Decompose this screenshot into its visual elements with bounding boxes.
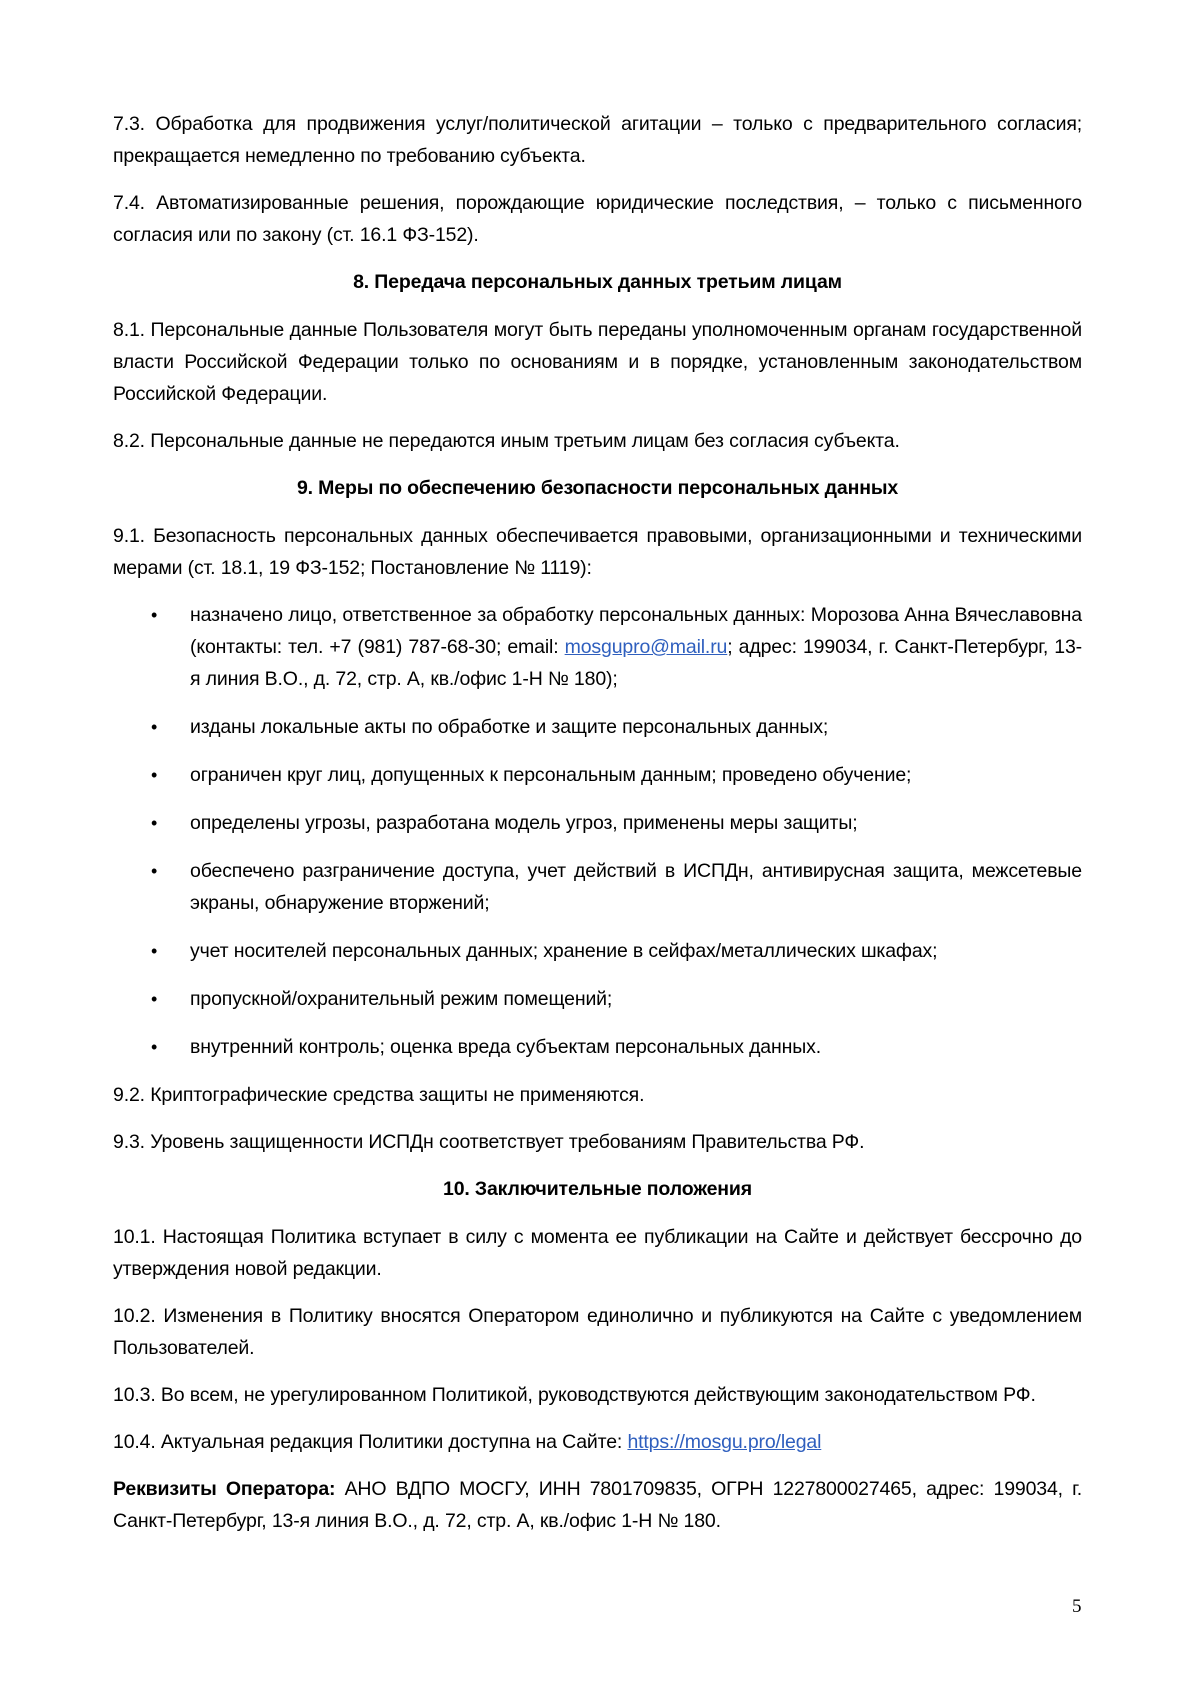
operator-requisites — [113, 1473, 1082, 1537]
paragraph-8-1: 8.1. Персональные данные Пользователя могут быть переданы уполномоченным органам государственной власти Российской Федерации только по основаниям и в порядке, установленным законодательством Российской Федерации. — [113, 319, 1082, 405]
list-item-text: внутренний контроль; оценка вреда субъектам персональных данных. — [190, 1036, 821, 1058]
section-8-heading: 8. Передача персональных данных третьим лицам — [353, 271, 842, 293]
list-item-text: определены угрозы, разработана модель угроз, применены меры защиты; — [190, 812, 858, 834]
list-item — [113, 807, 1082, 839]
list-item — [113, 983, 1082, 1015]
list-item — [113, 1031, 1082, 1063]
list-item — [113, 759, 1082, 791]
paragraph-7-4: 7.4. Автоматизированные решения, порождающие юридические последствия, – только с письменного согласия или по закону (ст. 16.1 ФЗ-152). — [113, 192, 1082, 246]
paragraph-9-2: 9.2. Криптографические средства защиты не применяются. — [113, 1084, 645, 1106]
responsible-text-before: назначено лицо, ответственное за обработку персональных данных: Морозова Анна Вячеславовна (контакты: тел. +7 (981) 787-68-30; email: — [190, 604, 1082, 658]
security-measures-list — [113, 599, 1082, 1063]
list-item-text: пропускной/охранительный режим помещений; — [190, 988, 613, 1010]
bullet-icon: • — [151, 989, 158, 1009]
paragraph-7-3: 7.3. Обработка для продвижения услуг/политической агитации – только с предварительного согласия; прекращается немедленно по требованию субъекта. — [113, 113, 1082, 167]
paragraph-10-2: 10.2. Изменения в Политику вносятся Оператором единолично и публикуются на Сайте с уведомлением Пользователей. — [113, 1305, 1082, 1359]
bullet-icon: • — [151, 1037, 158, 1057]
page-number: 5 — [1072, 1596, 1082, 1617]
bullet-icon: • — [151, 861, 158, 881]
responsible-text-after: ; адрес: 199034, г. Санкт-Петербург, 13-я линия В.О., д. 72, стр. А, кв./офис 1-Н № 180); — [190, 636, 1082, 690]
list-item-responsible-person — [113, 599, 1082, 695]
list-item-text: учет носителей персональных данных; хранение в сейфах/металлических шкафах; — [190, 940, 938, 962]
list-item-text: ограничен круг лиц, допущенных к персональным данным; проведено обучение; — [190, 764, 912, 786]
requisites-text: АНО ВДПО МОСГУ, ИНН 7801709835, ОГРН 1227800027465, адрес: 199034, г. Санкт-Петербург, 13-я линия В.О., д. 72, стр. А, кв./офис 1-Н № 180. — [113, 1478, 1083, 1532]
bullet-icon: • — [151, 765, 158, 785]
requisites-label: Реквизиты Оператора: — [113, 1478, 336, 1500]
paragraph-9-3: 9.3. Уровень защищенности ИСПДн соответствует требованиям Правительства РФ. — [113, 1131, 865, 1153]
paragraph-10-1: 10.1. Настоящая Политика вступает в силу с момента ее публикации на Сайте и действует бессрочно до утверждения новой редакции. — [113, 1226, 1082, 1280]
bullet-icon: • — [151, 813, 158, 833]
paragraph-10-4 — [113, 1426, 1082, 1458]
list-item-text: изданы локальные акты по обработке и защите персональных данных; — [190, 716, 829, 738]
paragraph-10-3: 10.3. Во всем, не урегулированном Политикой, руководствуются действующим законодательством РФ. — [113, 1384, 1036, 1406]
list-item-text: обеспечено разграничение доступа, учет действий в ИСПДн, антивирусная защита, межсетевые экраны, обнаружение вторжений; — [190, 860, 1082, 914]
list-item — [113, 711, 1082, 743]
bullet-icon: • — [151, 605, 158, 625]
paragraph-10-4-text: 10.4. Актуальная редакция Политики доступна на Сайте: — [113, 1431, 628, 1453]
bullet-icon: • — [151, 941, 158, 961]
list-item — [113, 935, 1082, 967]
section-10-heading: 10. Заключительные положения — [443, 1178, 752, 1200]
list-item — [113, 855, 1082, 919]
paragraph-9-1: 9.1. Безопасность персональных данных обеспечивается правовыми, организационными и техническими мерами (ст. 18.1, 19 ФЗ-152; Постановление № 1119): — [113, 525, 1082, 579]
section-9-heading: 9. Меры по обеспечению безопасности персональных данных — [296, 477, 899, 499]
email-link[interactable]: mosgupro@mail.ru — [564, 636, 728, 658]
paragraph-8-2: 8.2. Персональные данные не передаются иным третьим лицам без согласия субъекта. — [113, 430, 900, 452]
policy-url-link[interactable]: https://mosgu.pro/legal — [627, 1431, 822, 1453]
document-page — [113, 108, 1082, 1552]
bullet-icon: • — [151, 717, 158, 737]
